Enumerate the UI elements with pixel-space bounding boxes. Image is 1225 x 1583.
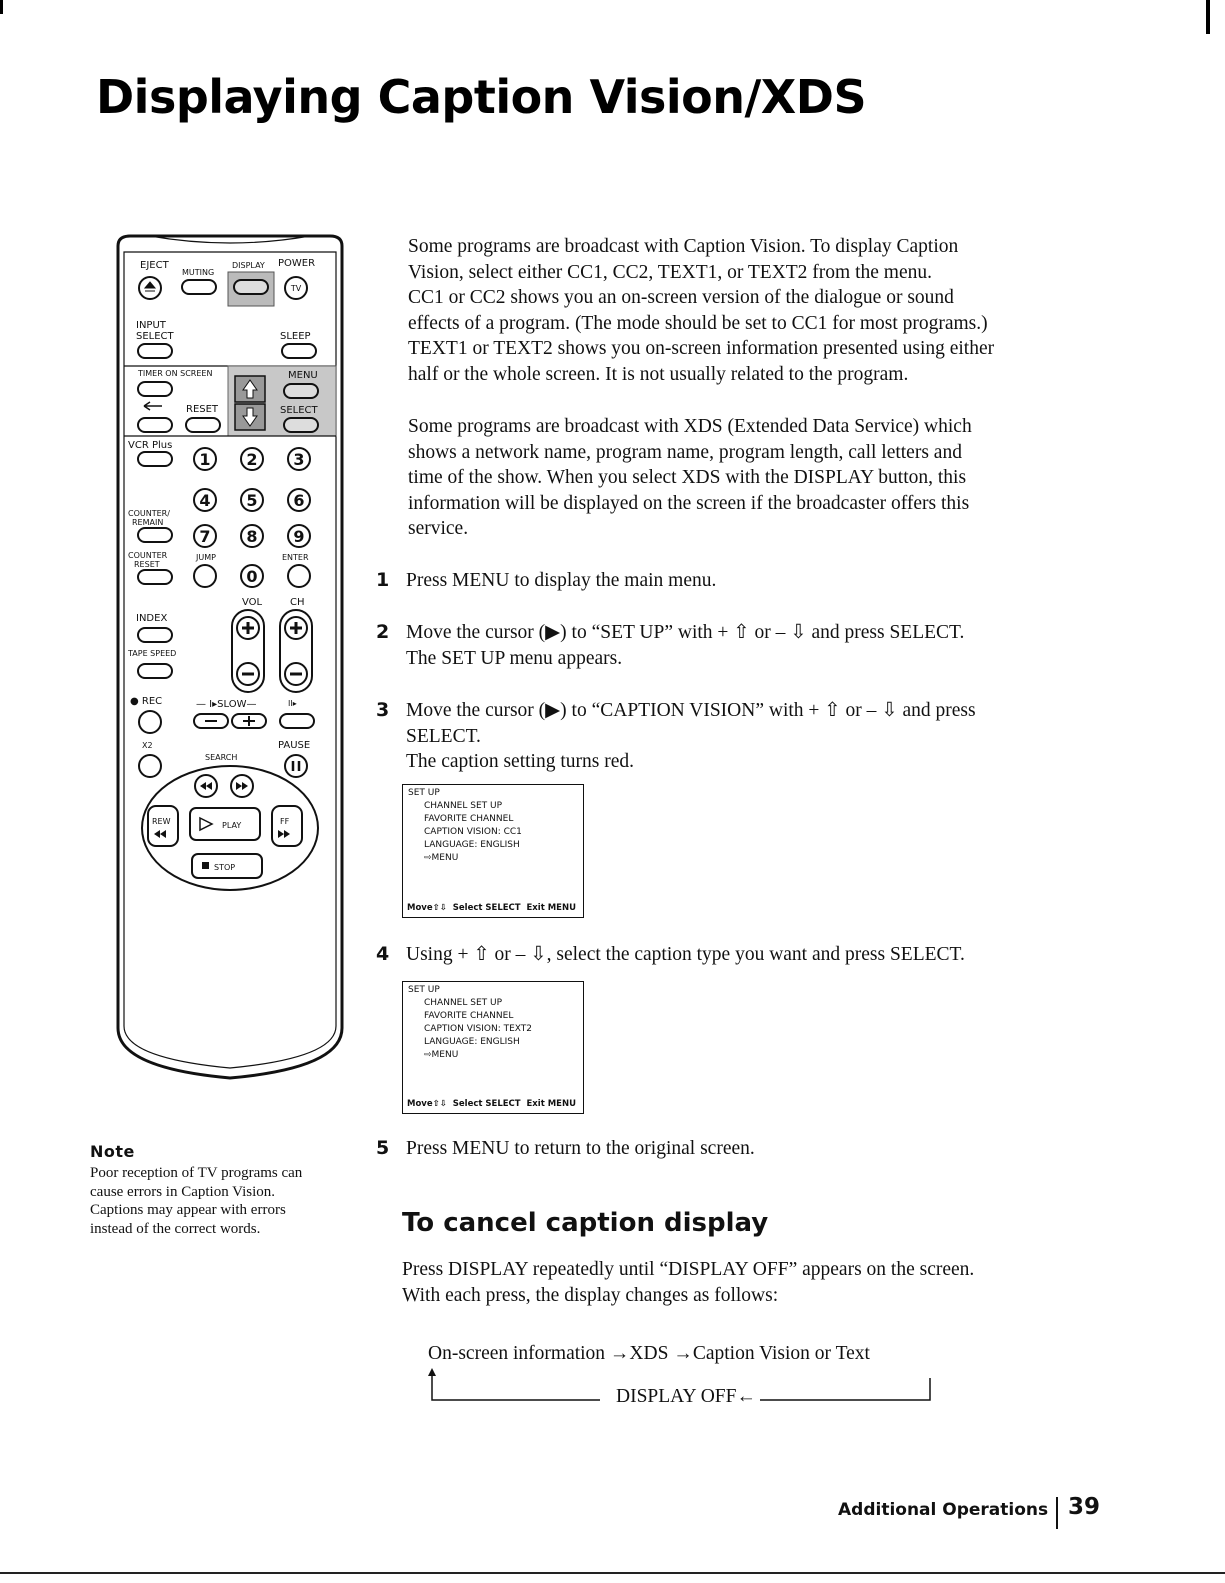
tv-label: TV	[290, 284, 302, 293]
section-label: Additional Operations	[838, 1500, 1049, 1520]
intro-line: Some programs are broadcast with Caption Vision. To display Caption	[408, 236, 959, 257]
ff-label: FF	[280, 817, 290, 826]
osd-item: FAVORITE CHANNEL	[424, 814, 514, 824]
osd-item-caption: CAPTION VISION: CC1	[424, 827, 522, 837]
page-number: 39	[1068, 1494, 1101, 1520]
remote-control-illustration	[110, 228, 350, 1088]
eject-label: EJECT	[140, 260, 169, 271]
osd-item: FAVORITE CHANNEL	[424, 1011, 514, 1021]
intro-line: half or the whole screen. It is not usually related to the program.	[408, 363, 909, 385]
power-label: POWER	[278, 258, 316, 269]
svg-text:1: 1	[199, 450, 211, 469]
counter-remain-label-2: REMAIN	[132, 518, 164, 527]
rew-label: REW	[152, 817, 171, 826]
digit-9-button[interactable]	[288, 525, 310, 547]
setup-menu-screen-1	[402, 784, 584, 918]
setup-menu-screen-2	[402, 981, 584, 1114]
digit-4-button[interactable]	[194, 489, 216, 511]
menu-label: MENU	[288, 370, 318, 381]
stop-label: STOP	[214, 863, 236, 872]
step-text: SELECT.	[406, 725, 481, 747]
osd-item: LANGUAGE: ENGLISH	[424, 1037, 520, 1047]
display-cycle-line-2: DISPLAY OFF←	[616, 1386, 756, 1407]
xds-paragraph	[408, 414, 1068, 542]
svg-text:6: 6	[293, 491, 305, 510]
page-title: Displaying Caption Vision/XDS	[96, 70, 867, 124]
search-label: SEARCH	[205, 753, 238, 762]
index-label: INDEX	[136, 613, 168, 624]
x2-label: X2	[142, 741, 153, 750]
input-label: INPUT	[136, 320, 166, 331]
cancel-line: With each press, the display changes as follows:	[402, 1284, 779, 1306]
note-line: Poor reception of TV programs can	[90, 1165, 303, 1181]
muting-button[interactable]	[182, 280, 216, 294]
intro-line: CC1 or CC2 shows you an on-screen version of the dialogue or sound	[408, 287, 954, 309]
xds-line: time of the show. When you select XDS with the DISPLAY button, this	[408, 467, 967, 489]
digit-1-button[interactable]	[194, 448, 216, 470]
step-text: Move the cursor (▶) to “CAPTION VISION” with + ⇧ or – ⇩ and press	[406, 700, 976, 721]
rec-label: ● REC	[130, 696, 163, 707]
digit-0-button[interactable]	[241, 565, 263, 587]
cancel-paragraph	[402, 1257, 1082, 1308]
step-number: 2	[376, 621, 390, 643]
slow-label: — I▸SLOW—	[196, 699, 257, 710]
osd-title: SET UP	[408, 788, 440, 798]
note-line: cause errors in Caption Vision.	[90, 1183, 276, 1200]
osd-footer: Move⇧⇩ Select SELECT Exit MENU	[407, 903, 577, 913]
vcr-plus-button[interactable]	[138, 452, 172, 466]
osd-item: CHANNEL SET UP	[424, 998, 503, 1008]
osd-item-caption: CAPTION VISION: TEXT2	[424, 1024, 532, 1034]
osd-footer: Move⇧⇩ Select SELECT Exit MENU	[407, 1099, 577, 1109]
intro-line: Vision, select either CC1, CC2, TEXT1, or TEXT2 from the menu.	[408, 261, 932, 283]
select-button[interactable]	[284, 418, 318, 432]
digit-8-button[interactable]	[241, 525, 263, 547]
step-text: Press MENU to display the main menu.	[406, 570, 717, 591]
step-number: 5	[376, 1137, 390, 1159]
bottom-rule	[0, 1572, 1225, 1574]
jump-button[interactable]	[194, 565, 216, 587]
select-btn-label: SELECT	[280, 405, 318, 416]
frame-advance-button[interactable]	[280, 714, 314, 728]
osd-item: CHANNEL SET UP	[424, 801, 503, 811]
step-number: 1	[376, 569, 390, 591]
note-line: instead of the correct words.	[90, 1220, 261, 1237]
svg-text:8: 8	[246, 527, 258, 546]
enter-label: ENTER	[282, 553, 309, 562]
rec-button[interactable]	[139, 711, 161, 733]
cancel-heading: To cancel caption display	[402, 1208, 769, 1238]
vcr-plus-label: VCR Plus	[128, 440, 173, 451]
svg-text:0: 0	[246, 567, 258, 586]
step-number: 3	[376, 699, 390, 721]
input-select-button[interactable]	[138, 344, 172, 358]
timer-button[interactable]	[138, 382, 172, 396]
sleep-label: SLEEP	[280, 331, 311, 342]
note-line: Captions may appear with errors	[90, 1202, 286, 1218]
svg-text:3: 3	[293, 450, 305, 469]
note-body	[90, 1164, 345, 1238]
step-text: Using + ⇧ or – ⇩, select the caption type you want and press SELECT.	[406, 944, 965, 965]
svg-text:2: 2	[246, 450, 258, 469]
pause-label: PAUSE	[278, 740, 311, 751]
digit-5-button[interactable]	[241, 489, 263, 511]
ff-button[interactable]	[272, 806, 302, 846]
digit-7-button[interactable]	[194, 525, 216, 547]
osd-item: ⇨MENU	[424, 853, 459, 863]
tape-speed-button[interactable]	[138, 664, 172, 678]
select-label: SELECT	[136, 331, 174, 342]
timer-label: TIMER ON SCREEN	[138, 369, 213, 378]
counter-remain-label-1: COUNTER/	[128, 509, 170, 518]
play-label: PLAY	[222, 821, 242, 830]
cancel-line: Press DISPLAY repeatedly until “DISPLAY OFF” appears on the screen.	[402, 1259, 975, 1280]
osd-item: LANGUAGE: ENGLISH	[424, 840, 520, 850]
note-heading: Note	[90, 1142, 135, 1161]
intro-line: TEXT1 or TEXT2 shows you on-screen information presented using either	[408, 338, 995, 360]
digit-2-button[interactable]	[241, 448, 263, 470]
step-text: Press MENU to return to the original screen.	[406, 1138, 755, 1159]
intro-line: effects of a program. (The mode should be set to CC1 for most programs.)	[408, 312, 988, 334]
enter-button[interactable]	[288, 565, 310, 587]
tape-speed-label: TAPE SPEED	[128, 649, 177, 658]
menu-button[interactable]	[284, 384, 318, 398]
pause-button[interactable]	[285, 755, 307, 777]
step-text: Move the cursor (▶) to “SET UP” with + ⇧ or – ⇩ and press SELECT.	[406, 622, 965, 643]
counter-reset-button[interactable]	[138, 570, 172, 584]
reset-button[interactable]	[186, 418, 220, 432]
step-number: 4	[376, 943, 390, 965]
xds-line: Some programs are broadcast with XDS (Extended Data Service) which	[408, 416, 972, 437]
digit-6-button[interactable]	[288, 489, 310, 511]
svg-text:4: 4	[199, 491, 211, 510]
jump-label: JUMP	[196, 553, 216, 562]
ch-label: CH	[290, 597, 305, 608]
footer-divider	[1056, 1497, 1058, 1529]
sleep-button[interactable]	[282, 344, 316, 358]
index-button[interactable]	[138, 628, 172, 642]
xds-line: information will be displayed on the screen if the broadcaster offers this	[408, 492, 970, 514]
step-text: The SET UP menu appears.	[406, 647, 623, 669]
xds-line: service.	[408, 518, 469, 540]
display-cycle-line-1: On-screen information →XDS →Caption Vision or Text	[428, 1343, 870, 1364]
svg-text:5: 5	[246, 491, 258, 510]
counter-reset-label-1: COUNTER	[128, 551, 168, 560]
intro-paragraph	[408, 234, 1068, 388]
osd-item: ⇨MENU	[424, 1050, 459, 1060]
counter-remain-button[interactable]	[138, 528, 172, 542]
step-text: The caption setting turns red.	[406, 751, 634, 773]
display-label: DISPLAY	[232, 261, 265, 270]
digit-3-button[interactable]	[288, 448, 310, 470]
svg-text:9: 9	[293, 527, 305, 546]
frame-advance-icon: II▸	[288, 699, 297, 708]
rew-button[interactable]	[148, 806, 178, 846]
counter-reset-label-2: RESET	[134, 560, 160, 569]
xds-line: shows a network name, program name, program length, call letters and	[408, 441, 962, 463]
vol-label: VOL	[242, 597, 263, 608]
corner-mark	[0, 0, 3, 14]
muting-label: MUTING	[182, 268, 215, 277]
reset-label: RESET	[186, 404, 219, 415]
x2-button[interactable]	[139, 755, 161, 777]
cursor-button[interactable]	[138, 418, 172, 432]
svg-text:7: 7	[199, 527, 211, 546]
osd-title: SET UP	[408, 985, 440, 995]
edge-tab-mark	[1206, 0, 1210, 34]
